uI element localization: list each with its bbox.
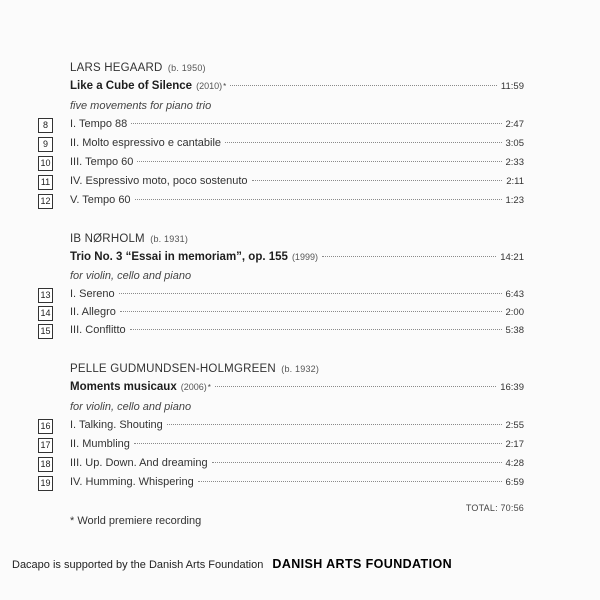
dot-leader [230, 85, 497, 86]
dot-leader [137, 161, 501, 162]
track-title: I. Tempo 88 [70, 118, 128, 130]
track-title: V. Tempo 60 [70, 194, 131, 206]
track-row [70, 419, 524, 435]
premiere-star: * [223, 82, 227, 91]
work-duration: 16:39 [500, 382, 524, 393]
dot-leader [134, 443, 502, 444]
track-title: III. Up. Down. And dreaming [70, 457, 208, 469]
work-title: Like a Cube of Silence [70, 80, 193, 92]
premiere-star: * [207, 383, 211, 392]
track-row [70, 194, 524, 210]
composer-name: PELLE GUDMUNDSEN-HOLMGREEN [70, 363, 276, 375]
dot-leader [212, 462, 502, 463]
track-number: 19 [38, 476, 53, 491]
track-number: 16 [38, 419, 53, 434]
track-title: IV. Espressivo moto, poco sostenuto [70, 175, 248, 187]
track-title: II. Mumbling [70, 438, 130, 450]
composer-life-dates: (b. 1931) [150, 234, 189, 244]
work-subtitle: for violin, cello and piano [70, 401, 192, 413]
track-row [70, 288, 524, 304]
composer-heading [70, 233, 188, 245]
track-title: I. Talking. Shouting [70, 419, 163, 431]
track-row [70, 324, 524, 340]
track-row [70, 137, 524, 153]
track-title: III. Tempo 60 [70, 156, 134, 168]
dot-leader [119, 293, 502, 294]
danish-arts-foundation-logo: DANISH ARTS FOUNDATION [272, 557, 453, 571]
work-title: Trio No. 3 “Essai in memoriam”, op. 155 [70, 251, 288, 263]
work-duration: 11:59 [500, 81, 524, 92]
track-row [70, 175, 524, 191]
track-duration: 2:55 [505, 420, 524, 431]
track-duration: 2:47 [505, 119, 524, 130]
track-duration: 6:59 [505, 477, 524, 488]
track-title: II. Allegro [70, 306, 116, 318]
composer-name: LARS HEGAARD [70, 62, 163, 74]
support-line [12, 557, 452, 571]
track-row [70, 438, 524, 454]
support-text: Dacapo is supported by the Danish Arts Foundation [12, 559, 264, 571]
track-duration: 2:33 [505, 157, 524, 168]
work-year: (2006) [180, 382, 207, 392]
work-year: (1999) [291, 252, 318, 262]
track-row [70, 118, 524, 134]
work-row [70, 381, 524, 397]
dot-leader [135, 199, 502, 200]
track-number: 11 [38, 175, 53, 190]
dot-leader [225, 142, 501, 143]
dot-leader [131, 123, 501, 124]
track-title: III. Conflitto [70, 324, 126, 336]
track-number: 13 [38, 288, 53, 303]
work-subtitle: for violin, cello and piano [70, 270, 192, 282]
track-title: I. Sereno [70, 288, 115, 300]
track-row [70, 476, 524, 492]
composer-name: IB NØRHOLM [70, 233, 145, 245]
premiere-footnote: * World premiere recording [70, 515, 202, 527]
track-duration: 1:23 [505, 195, 524, 206]
dot-leader [322, 256, 496, 257]
track-title: II. Molto espressivo e cantabile [70, 137, 222, 149]
track-number: 8 [38, 118, 53, 133]
work-row [70, 80, 524, 96]
track-row [70, 457, 524, 473]
track-row [70, 306, 524, 322]
track-title: IV. Humming. Whispering [70, 476, 194, 488]
track-number: 14 [38, 306, 53, 321]
work-subtitle: five movements for piano trio [70, 100, 212, 112]
composer-heading [70, 363, 319, 375]
track-duration: 6:43 [505, 289, 524, 300]
dot-leader [167, 424, 502, 425]
track-number: 17 [38, 438, 53, 453]
track-duration: 2:17 [505, 439, 524, 450]
work-year: (2010) [196, 81, 223, 91]
dot-leader [252, 180, 503, 181]
composer-heading [70, 62, 206, 74]
dot-leader [198, 481, 502, 482]
composer-life-dates: (b. 1932) [281, 364, 320, 374]
work-title: Moments musicaux [70, 381, 177, 393]
composer-life-dates: (b. 1950) [167, 63, 206, 73]
track-row [70, 156, 524, 172]
track-duration: 4:28 [505, 458, 524, 469]
dot-leader [120, 311, 502, 312]
track-duration: 2:11 [506, 176, 524, 187]
total-duration: TOTAL: 70:56 [465, 503, 524, 513]
work-row [70, 251, 524, 267]
track-duration: 5:38 [505, 325, 524, 336]
track-number: 15 [38, 324, 53, 339]
track-number: 9 [38, 137, 53, 152]
track-number: 10 [38, 156, 53, 171]
track-duration: 3:05 [505, 138, 524, 149]
track-duration: 2:00 [505, 307, 524, 318]
track-number: 18 [38, 457, 53, 472]
dot-leader [130, 329, 502, 330]
dot-leader [215, 386, 496, 387]
work-duration: 14:21 [500, 252, 524, 263]
track-number: 12 [38, 194, 53, 209]
